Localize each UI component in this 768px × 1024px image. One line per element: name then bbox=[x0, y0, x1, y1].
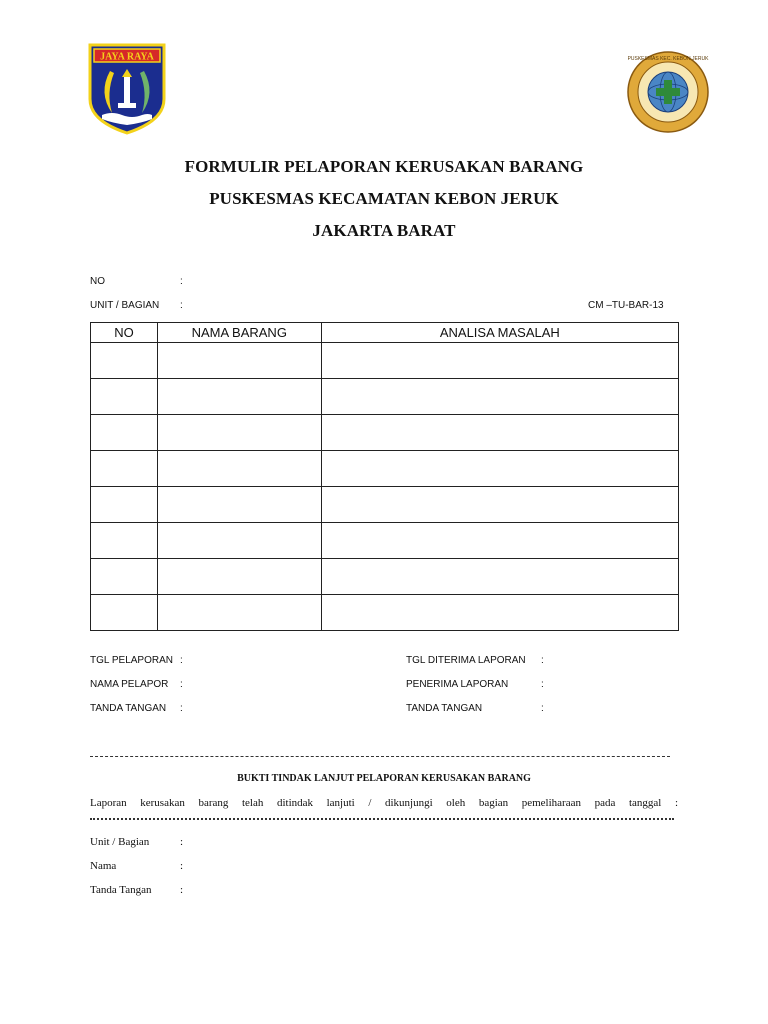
unit-bagian-colon: : bbox=[180, 300, 183, 311]
cell-nama-barang[interactable] bbox=[157, 559, 321, 595]
seal-text: PUSKESMAS KEC. KEBON JERUK bbox=[627, 56, 709, 62]
tgl-diterima-label: TGL DITERIMA LAPORAN bbox=[406, 655, 526, 666]
cell-nama-barang[interactable] bbox=[157, 487, 321, 523]
cell-nama-barang[interactable] bbox=[157, 523, 321, 559]
cell-no[interactable] bbox=[91, 451, 158, 487]
column-header-analisa-masalah: ANALISA MASALAH bbox=[321, 323, 678, 343]
cell-nama-barang[interactable] bbox=[157, 595, 321, 631]
document-code: CM –TU-BAR-13 bbox=[588, 300, 664, 311]
no-colon: : bbox=[180, 276, 183, 287]
cell-nama-barang[interactable] bbox=[157, 379, 321, 415]
form-subtitle-city: JAKARTA BARAT bbox=[312, 221, 456, 240]
cell-nama-barang[interactable] bbox=[157, 343, 321, 379]
form-subtitle-puskesmas: PUSKESMAS KECAMATAN KEBON JERUK bbox=[209, 189, 559, 208]
table-row bbox=[91, 451, 679, 487]
form-title: FORMULIR PELAPORAN KERUSAKAN BARANG bbox=[184, 157, 584, 176]
unit-bagian-label: UNIT / BAGIAN bbox=[90, 300, 160, 311]
nama-pelapor-label: NAMA PELAPOR bbox=[90, 679, 169, 690]
bukti-nama-colon: : bbox=[180, 860, 184, 872]
cell-analisa-masalah[interactable] bbox=[321, 595, 678, 631]
table-row bbox=[91, 343, 679, 379]
table-header-row bbox=[91, 323, 679, 343]
tanda-tangan-penerima-colon: : bbox=[541, 703, 544, 714]
jaya-raya-text: JAYA RAYA bbox=[100, 51, 154, 63]
table-row bbox=[91, 379, 679, 415]
table-row bbox=[91, 559, 679, 595]
tgl-pelaporan-label: TGL PELAPORAN bbox=[90, 655, 173, 666]
table-row bbox=[91, 595, 679, 631]
date-fill-line bbox=[90, 818, 674, 820]
tanda-tangan-pelapor-label: TANDA TANGAN bbox=[90, 703, 167, 714]
no-label: NO bbox=[90, 276, 105, 287]
table-row bbox=[91, 523, 679, 559]
cell-analisa-masalah[interactable] bbox=[321, 415, 678, 451]
nama-pelapor-colon: : bbox=[180, 679, 183, 690]
penerima-laporan-colon: : bbox=[541, 679, 544, 690]
cell-nama-barang[interactable] bbox=[157, 451, 321, 487]
column-header-nama-barang: NAMA BARANG bbox=[157, 323, 321, 343]
cell-no[interactable] bbox=[91, 379, 158, 415]
cell-no[interactable] bbox=[91, 523, 158, 559]
table-row bbox=[91, 415, 679, 451]
bukti-unit-bagian-label: Unit / Bagian bbox=[90, 836, 150, 848]
cell-no[interactable] bbox=[91, 595, 158, 631]
bukti-section-title: BUKTI TINDAK LANJUT PELAPORAN KERUSAKAN BARANG bbox=[237, 773, 531, 784]
cut-line-divider bbox=[90, 756, 670, 757]
tgl-diterima-colon: : bbox=[541, 655, 544, 666]
cell-analisa-masalah[interactable] bbox=[321, 523, 678, 559]
jaya-raya-shield-logo bbox=[88, 43, 166, 135]
cell-analisa-masalah[interactable] bbox=[321, 379, 678, 415]
cell-nama-barang[interactable] bbox=[157, 415, 321, 451]
cell-no[interactable] bbox=[91, 559, 158, 595]
cell-analisa-masalah[interactable] bbox=[321, 559, 678, 595]
tanda-tangan-pelapor-colon: : bbox=[180, 703, 183, 714]
bukti-unit-bagian-colon: : bbox=[180, 836, 184, 848]
cell-no[interactable] bbox=[91, 415, 158, 451]
cell-analisa-masalah[interactable] bbox=[321, 451, 678, 487]
bukti-tanda-tangan-colon: : bbox=[180, 884, 184, 896]
column-header-no: NO bbox=[91, 323, 158, 343]
table-row bbox=[91, 487, 679, 523]
cell-no[interactable] bbox=[91, 487, 158, 523]
damage-items-table bbox=[90, 322, 679, 631]
tanda-tangan-penerima-label: TANDA TANGAN bbox=[406, 703, 483, 714]
bukti-tanda-tangan-label: Tanda Tangan bbox=[90, 884, 152, 896]
cell-analisa-masalah[interactable] bbox=[321, 343, 678, 379]
follow-up-statement: Laporan kerusakan barang telah ditindak lanjuti / dikunjungi oleh bagian pemeliharaan pada tanggal : bbox=[90, 797, 678, 809]
cell-no[interactable] bbox=[91, 343, 158, 379]
puskesmas-seal-logo bbox=[626, 50, 710, 134]
tgl-pelaporan-colon: : bbox=[180, 655, 183, 666]
bukti-nama-label: Nama bbox=[90, 860, 117, 872]
cell-analisa-masalah[interactable] bbox=[321, 487, 678, 523]
penerima-laporan-label: PENERIMA LAPORAN bbox=[406, 679, 509, 690]
